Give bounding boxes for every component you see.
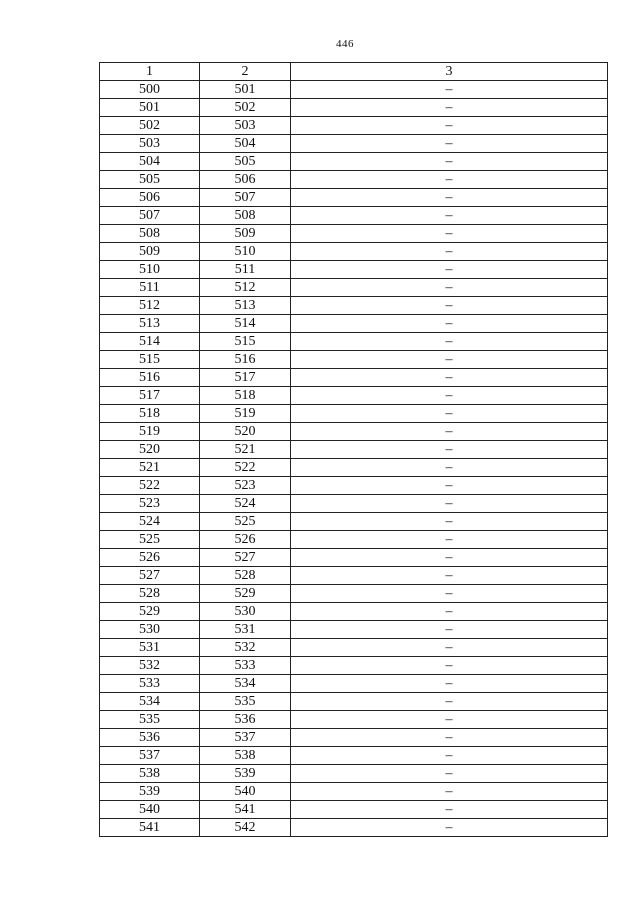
table-cell-col-2: 503 xyxy=(200,117,291,135)
table-cell-col-1: 540 xyxy=(100,801,200,819)
table-cell-col-3: – xyxy=(291,423,608,441)
table-cell-col-3: – xyxy=(291,747,608,765)
table-row xyxy=(100,81,608,99)
table-cell-col-2: 512 xyxy=(200,279,291,297)
table-cell-col-3: – xyxy=(291,819,608,837)
table-cell-col-1: 500 xyxy=(100,81,200,99)
table-cell-col-3: – xyxy=(291,675,608,693)
table-cell-col-3: – xyxy=(291,621,608,639)
table-row xyxy=(100,243,608,261)
table-row xyxy=(100,819,608,837)
table-cell-col-1: 529 xyxy=(100,603,200,621)
table-cell-col-1: 504 xyxy=(100,153,200,171)
table-cell-col-1: 505 xyxy=(100,171,200,189)
table-row xyxy=(100,765,608,783)
table-row xyxy=(100,477,608,495)
column-header-2: 2 xyxy=(200,63,291,81)
table-cell-col-2: 522 xyxy=(200,459,291,477)
column-header-3: 3 xyxy=(291,63,608,81)
table-cell-col-2: 515 xyxy=(200,333,291,351)
table-cell-col-1: 538 xyxy=(100,765,200,783)
table-cell-col-2: 514 xyxy=(200,315,291,333)
table-cell-col-3: – xyxy=(291,657,608,675)
table-cell-col-2: 509 xyxy=(200,225,291,243)
table-cell-col-3: – xyxy=(291,459,608,477)
table-row xyxy=(100,675,608,693)
table-cell-col-2: 508 xyxy=(200,207,291,225)
table-cell-col-1: 508 xyxy=(100,225,200,243)
table-cell-col-3: – xyxy=(291,333,608,351)
column-header-1: 1 xyxy=(100,63,200,81)
table-cell-col-3: – xyxy=(291,495,608,513)
table-cell-col-2: 532 xyxy=(200,639,291,657)
table-cell-col-1: 520 xyxy=(100,441,200,459)
table-cell-col-1: 501 xyxy=(100,99,200,117)
table-row xyxy=(100,585,608,603)
table-cell-col-1: 528 xyxy=(100,585,200,603)
table-cell-col-1: 536 xyxy=(100,729,200,747)
table-cell-col-3: – xyxy=(291,441,608,459)
table-cell-col-2: 533 xyxy=(200,657,291,675)
table-row xyxy=(100,711,608,729)
table-cell-col-3: – xyxy=(291,261,608,279)
table-cell-col-2: 524 xyxy=(200,495,291,513)
table-cell-col-3: – xyxy=(291,81,608,99)
table-cell-col-1: 510 xyxy=(100,261,200,279)
table-cell-col-1: 511 xyxy=(100,279,200,297)
table-row xyxy=(100,135,608,153)
table-cell-col-3: – xyxy=(291,603,608,621)
table-cell-col-3: – xyxy=(291,297,608,315)
table-cell-col-1: 532 xyxy=(100,657,200,675)
table-cell-col-1: 537 xyxy=(100,747,200,765)
table-cell-col-2: 505 xyxy=(200,153,291,171)
table-cell-col-2: 501 xyxy=(200,81,291,99)
table-cell-col-1: 530 xyxy=(100,621,200,639)
table-cell-col-3: – xyxy=(291,783,608,801)
table-cell-col-3: – xyxy=(291,693,608,711)
table-cell-col-3: – xyxy=(291,531,608,549)
table-row xyxy=(100,333,608,351)
table-cell-col-1: 525 xyxy=(100,531,200,549)
table-cell-col-1: 531 xyxy=(100,639,200,657)
table-cell-col-2: 534 xyxy=(200,675,291,693)
table-cell-col-2: 517 xyxy=(200,369,291,387)
table-row xyxy=(100,531,608,549)
table-cell-col-3: – xyxy=(291,567,608,585)
table-cell-col-3: – xyxy=(291,207,608,225)
table-cell-col-3: – xyxy=(291,639,608,657)
table-cell-col-1: 517 xyxy=(100,387,200,405)
table-row xyxy=(100,801,608,819)
table-cell-col-3: – xyxy=(291,369,608,387)
table-cell-col-1: 534 xyxy=(100,693,200,711)
table-cell-col-2: 513 xyxy=(200,297,291,315)
table-cell-col-3: – xyxy=(291,189,608,207)
table-cell-col-1: 523 xyxy=(100,495,200,513)
table-cell-col-1: 503 xyxy=(100,135,200,153)
table-cell-col-2: 511 xyxy=(200,261,291,279)
table-row xyxy=(100,405,608,423)
table-cell-col-3: – xyxy=(291,729,608,747)
table-cell-col-3: – xyxy=(291,549,608,567)
table-cell-col-2: 518 xyxy=(200,387,291,405)
table-cell-col-1: 506 xyxy=(100,189,200,207)
table-cell-col-3: – xyxy=(291,117,608,135)
table-cell-col-1: 502 xyxy=(100,117,200,135)
table-row xyxy=(100,459,608,477)
table-row xyxy=(100,423,608,441)
table-cell-col-1: 507 xyxy=(100,207,200,225)
table-cell-col-1: 541 xyxy=(100,819,200,837)
table-cell-col-1: 521 xyxy=(100,459,200,477)
table-cell-col-3: – xyxy=(291,765,608,783)
table-cell-col-2: 539 xyxy=(200,765,291,783)
table-cell-col-3: – xyxy=(291,279,608,297)
table-cell-col-1: 527 xyxy=(100,567,200,585)
table-cell-col-2: 526 xyxy=(200,531,291,549)
table-body xyxy=(100,81,608,837)
table-cell-col-2: 541 xyxy=(200,801,291,819)
table-cell-col-1: 539 xyxy=(100,783,200,801)
table-cell-col-3: – xyxy=(291,711,608,729)
table-cell-col-2: 529 xyxy=(200,585,291,603)
table-row xyxy=(100,189,608,207)
table-cell-col-3: – xyxy=(291,315,608,333)
table-cell-col-1: 516 xyxy=(100,369,200,387)
table-cell-col-1: 513 xyxy=(100,315,200,333)
table-cell-col-2: 502 xyxy=(200,99,291,117)
table-cell-col-2: 521 xyxy=(200,441,291,459)
table-cell-col-2: 536 xyxy=(200,711,291,729)
table-cell-col-2: 519 xyxy=(200,405,291,423)
table-cell-col-2: 542 xyxy=(200,819,291,837)
table-cell-col-2: 528 xyxy=(200,567,291,585)
table-row xyxy=(100,621,608,639)
table-cell-col-2: 540 xyxy=(200,783,291,801)
table-header xyxy=(100,63,608,81)
table-row xyxy=(100,549,608,567)
table-cell-col-3: – xyxy=(291,513,608,531)
data-table xyxy=(99,62,608,837)
table-cell-col-1: 518 xyxy=(100,405,200,423)
table-row xyxy=(100,567,608,585)
table-cell-col-2: 525 xyxy=(200,513,291,531)
table-row xyxy=(100,207,608,225)
table-row xyxy=(100,225,608,243)
table-cell-col-3: – xyxy=(291,585,608,603)
table-row xyxy=(100,369,608,387)
table-row xyxy=(100,693,608,711)
table-cell-col-1: 509 xyxy=(100,243,200,261)
table-row xyxy=(100,747,608,765)
table-cell-col-3: – xyxy=(291,387,608,405)
table-cell-col-1: 514 xyxy=(100,333,200,351)
table-cell-col-3: – xyxy=(291,135,608,153)
table-cell-col-3: – xyxy=(291,243,608,261)
table-cell-col-1: 512 xyxy=(100,297,200,315)
table-row xyxy=(100,297,608,315)
table-cell-col-2: 504 xyxy=(200,135,291,153)
table-cell-col-2: 527 xyxy=(200,549,291,567)
table-cell-col-1: 515 xyxy=(100,351,200,369)
table-row xyxy=(100,441,608,459)
table-row xyxy=(100,351,608,369)
table-cell-col-2: 510 xyxy=(200,243,291,261)
table-cell-col-1: 522 xyxy=(100,477,200,495)
table-cell-col-3: – xyxy=(291,225,608,243)
table-cell-col-1: 519 xyxy=(100,423,200,441)
table-cell-col-3: – xyxy=(291,171,608,189)
table-cell-col-2: 520 xyxy=(200,423,291,441)
table-cell-col-3: – xyxy=(291,153,608,171)
table-row xyxy=(100,387,608,405)
table-row xyxy=(100,729,608,747)
table-cell-col-3: – xyxy=(291,801,608,819)
table-cell-col-3: – xyxy=(291,477,608,495)
table-row xyxy=(100,117,608,135)
table-row xyxy=(100,171,608,189)
table-cell-col-1: 524 xyxy=(100,513,200,531)
table-cell-col-2: 507 xyxy=(200,189,291,207)
table-row xyxy=(100,639,608,657)
table-cell-col-1: 535 xyxy=(100,711,200,729)
header-row xyxy=(100,63,608,81)
table-cell-col-2: 531 xyxy=(200,621,291,639)
table-cell-col-2: 523 xyxy=(200,477,291,495)
table-row xyxy=(100,603,608,621)
table-row xyxy=(100,153,608,171)
table-cell-col-2: 537 xyxy=(200,729,291,747)
table-cell-col-1: 526 xyxy=(100,549,200,567)
table-row xyxy=(100,261,608,279)
page-number: 446 xyxy=(336,38,354,50)
table-cell-col-2: 535 xyxy=(200,693,291,711)
table-row xyxy=(100,495,608,513)
table-row xyxy=(100,783,608,801)
table-row xyxy=(100,99,608,117)
table-row xyxy=(100,279,608,297)
table-cell-col-3: – xyxy=(291,405,608,423)
table-cell-col-3: – xyxy=(291,351,608,369)
table-cell-col-2: 516 xyxy=(200,351,291,369)
table-cell-col-2: 506 xyxy=(200,171,291,189)
table-row xyxy=(100,657,608,675)
table-cell-col-2: 538 xyxy=(200,747,291,765)
table-cell-col-2: 530 xyxy=(200,603,291,621)
table-row xyxy=(100,315,608,333)
table-cell-col-1: 533 xyxy=(100,675,200,693)
table-cell-col-3: – xyxy=(291,99,608,117)
table-row xyxy=(100,513,608,531)
